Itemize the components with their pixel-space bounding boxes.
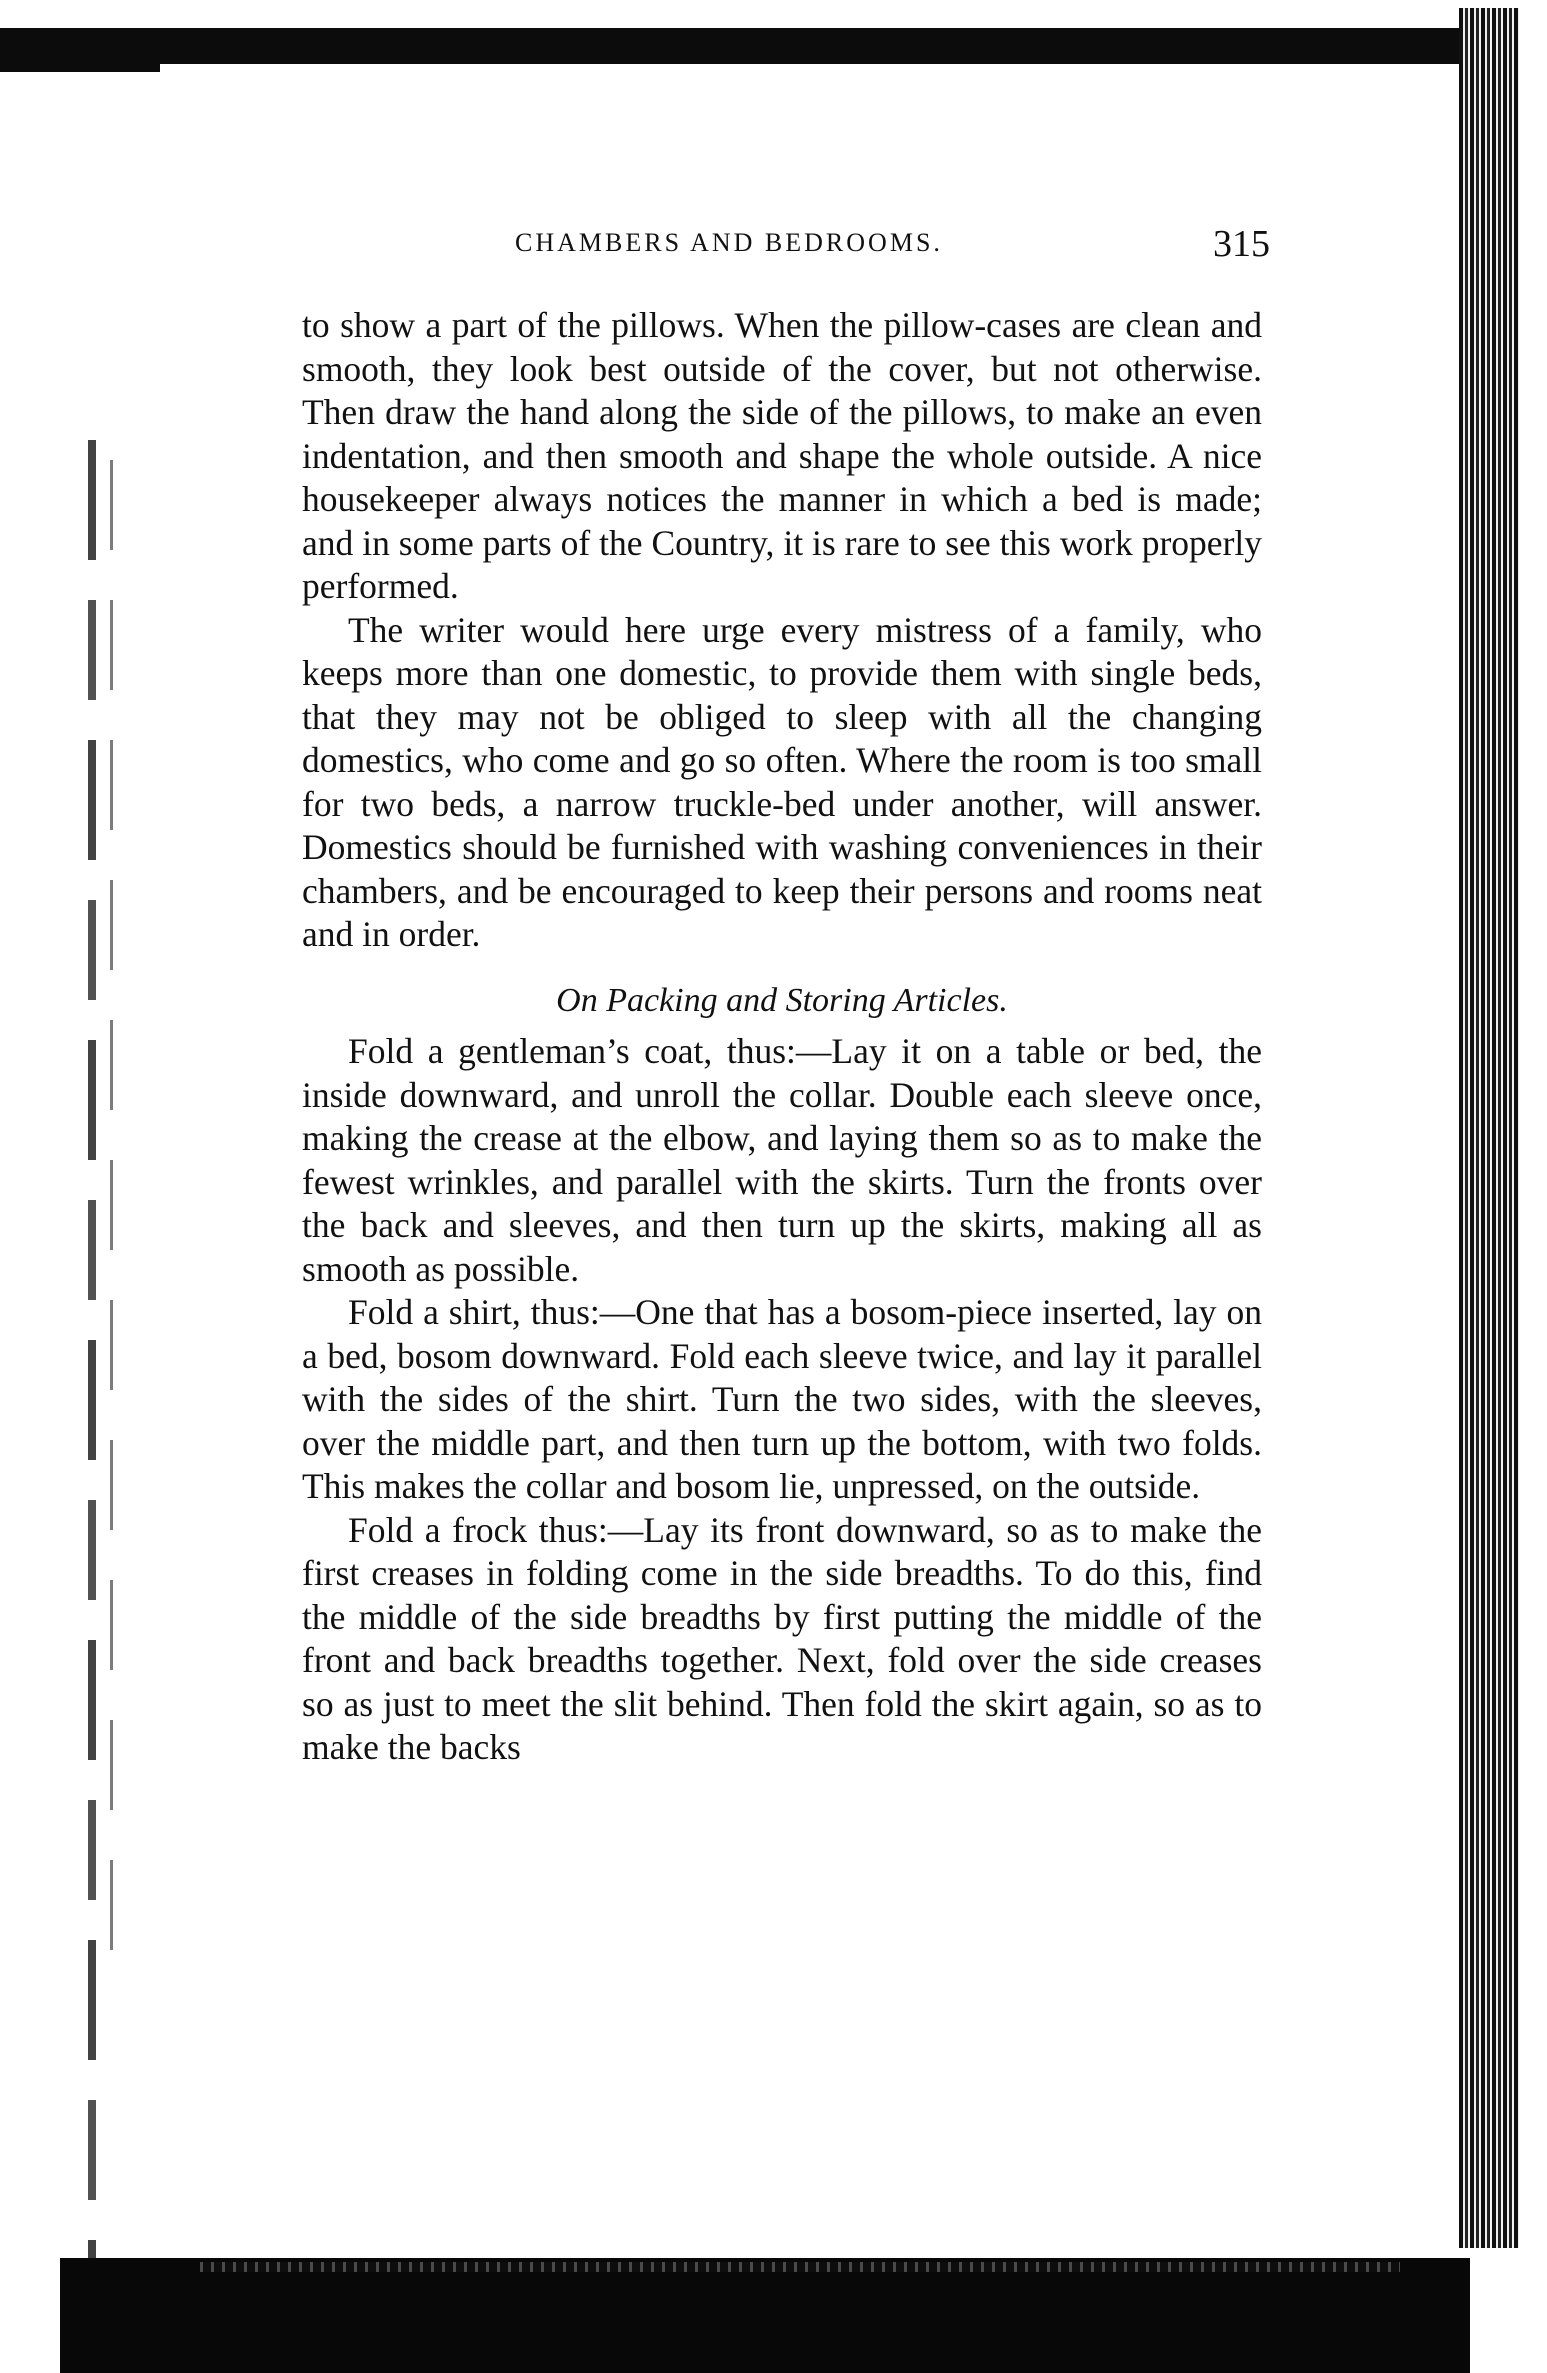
running-title: CHAMBERS AND BEDROOMS. [515, 228, 943, 257]
body-text [302, 304, 1262, 1770]
section-heading: On Packing and Storing Articles. [556, 981, 1008, 1019]
scan-bottom-edge [60, 2258, 1470, 2373]
paragraph: to show a part of the pillows. When the pillow-cases are clean and smooth, they look best outside of the cover, but not otherwise. Then draw the hand along the side of the pillows, to make an even indentation, and then smooth and shape the whole outside. A nice housekeeper always notices the manner in which a bed is made; and in some parts of the Country, it is rare to see this work properly performed. [302, 305, 1262, 606]
paragraph: Fold a frock thus:—Lay its front downward, so as to make the first creases in folding come in the side breadths. To do this, find the middle of the side breadths by first putting the middle of the front and back breadths together. Next, fold over the side creases so as just to meet the slit behind. Then fold the skirt again, so as to make the backs [302, 1509, 1262, 1767]
running-head [300, 222, 1270, 272]
paragraph: Fold a shirt, thus:—One that has a bosom-piece inserted, lay on a bed, bosom downward. Fold each sleeve twice, and lay it parallel with the sides of the shirt. Turn the two sides, with the sleeves, over the middle part, and then turn up the bottom, with two folds. This makes the collar and bosom lie, unpressed, on the outside. [302, 1292, 1262, 1506]
scan-left-bleed-marks [88, 440, 96, 2260]
scan-top-edge [0, 28, 1460, 64]
paragraph: The writer would here urge every mistress of a family, who keeps more than one domestic, to provide them with single beds, that they may not be obliged to sleep with all the changing domestics, who come and go so often. Where the room is too small for two beds, a narrow truckle-bed under another, will answer. Domestics should be furnished with washing conveniences in their chambers, and be encouraged to keep their persons and rooms neat and in order. [302, 609, 1262, 954]
paragraph: Fold a gentleman’s coat, thus:—Lay it on a table or bed, the inside downward, and unroll the collar. Double each sleeve once, making the crease at the elbow, and laying them so as to make the fewest wrinkles, and parallel with the skirts. Turn the fronts over the back and sleeves, and then turn up the skirts, making all as smooth as possible. [302, 1031, 1262, 1289]
page-number: 315 [1213, 223, 1270, 265]
scan-bottom-noise [200, 2262, 1400, 2272]
scan-top-edge-taper [0, 58, 160, 72]
scan-page-edge-stack [1459, 8, 1519, 2248]
scan-left-bleed-thin [110, 460, 113, 1960]
scan-right-margin [1519, 0, 1547, 2373]
